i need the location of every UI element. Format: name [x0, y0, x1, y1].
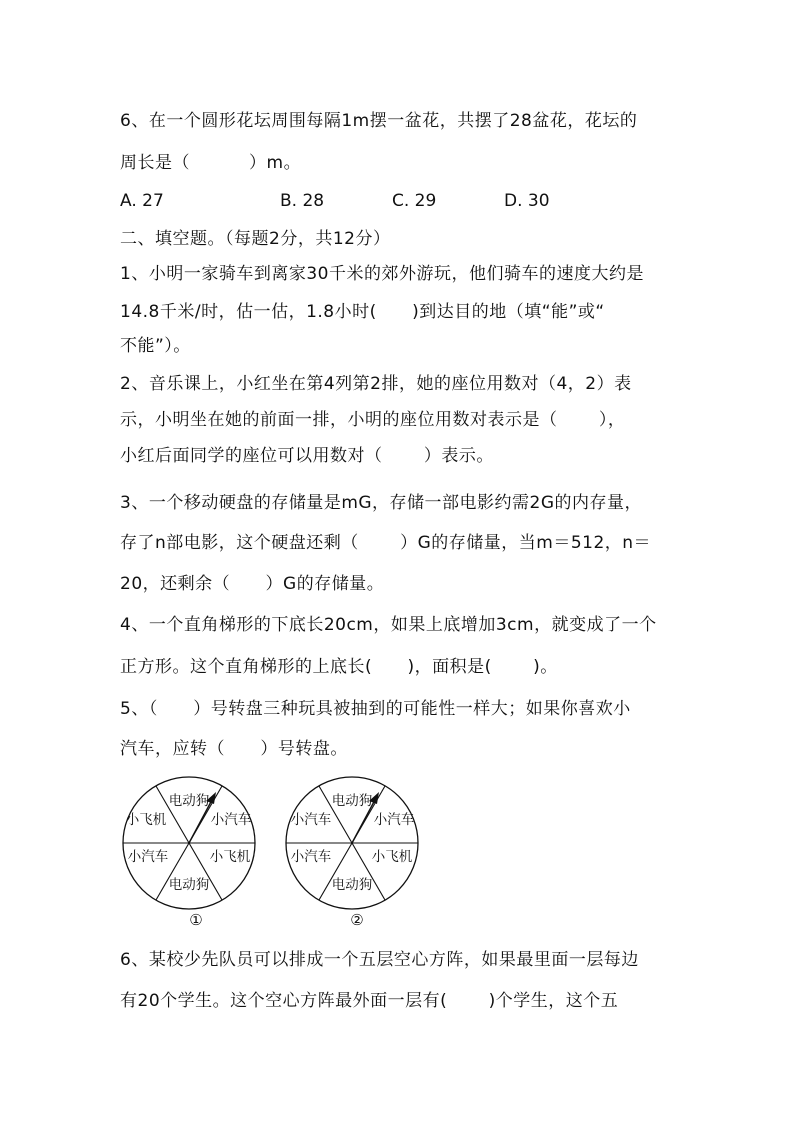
wheel2-number: ② — [350, 911, 364, 929]
fill-q2-line3: 小红后面同学的座位可以用数对（ ）表示。 — [120, 446, 494, 466]
fill-q3-line2: 存了n部电影，这个硬盘还剩（ ）G的存储量，当m＝512，n＝ — [120, 533, 652, 553]
wheel2-seg-upper-left: 小汽车 — [290, 812, 332, 828]
fill-q3-line3: 20，还剩余（ ）G的存储量。 — [120, 574, 385, 594]
option-d: D. 30 — [504, 191, 550, 211]
q6-choice-line2: 周长是（ ）m。 — [120, 153, 302, 173]
wheel2-seg-lower-left: 小汽车 — [290, 849, 332, 865]
option-a: A. 27 — [120, 191, 164, 211]
option-c: C. 29 — [392, 191, 437, 211]
wheel1-number: ① — [189, 911, 203, 929]
wheel1-seg-upper-right: 小汽车 — [210, 812, 252, 828]
option-b: B. 28 — [280, 191, 325, 211]
fill-q3-line1: 3、一个移动硬盘的存储量是mG，存储一部电影约需2G的内存量， — [120, 493, 643, 513]
wheel1-seg-bottom: 电动狗 — [168, 877, 210, 893]
wheel-2 — [286, 777, 418, 929]
wheel1-seg-lower-right: 小飞机 — [209, 849, 251, 865]
wheel1-seg-lower-left: 小汽车 — [127, 849, 169, 865]
fill-q2-line1: 2、音乐课上，小红坐在第4列第2排，她的座位用数对（4，2）表 — [120, 374, 632, 394]
fill-q5-line1: 5、（ ）号转盘三种玩具被抽到的可能性一样大；如果你喜欢小 — [120, 699, 631, 719]
wheel2-seg-upper-right: 小汽车 — [373, 812, 415, 828]
wheel2-seg-bottom: 电动狗 — [331, 877, 373, 893]
wheel1-seg-top: 电动狗 — [168, 793, 210, 809]
fill-q2-line2: 示，小明坐在她的前面一排，小明的座位用数对表示是（ ）， — [120, 410, 626, 430]
fill-q6-line1: 6、某校少先队员可以排成一个五层空心方阵，如果最里面一层每边 — [120, 950, 639, 970]
spinner-wheels — [0, 765, 794, 945]
fill-q5-line2: 汽车，应转（ ）号转盘。 — [120, 739, 348, 759]
wheel2-seg-top: 电动狗 — [331, 793, 373, 809]
fill-q1-line1: 1、小明一家骑车到离家30千米的郊外游玩，他们骑车的速度大约是 — [120, 264, 644, 284]
wheel2-seg-lower-right: 小飞机 — [371, 849, 413, 865]
fill-q1-line3: 不能”）。 — [120, 336, 191, 356]
wheel-1 — [123, 777, 255, 929]
fill-q4-line1: 4、一个直角梯形的下底长20cm，如果上底增加3cm，就变成了一个 — [120, 615, 657, 635]
wheel1-seg-upper-left: 小飞机 — [125, 812, 167, 828]
fill-q4-line2: 正方形。这个直角梯形的上底长( )，面积是( )。 — [120, 657, 558, 677]
fill-q6-line2: 有20个学生。这个空心方阵最外面一层有( )个学生，这个五 — [120, 991, 619, 1011]
section2-heading: 二、填空题。（每题2分，共12分） — [120, 229, 391, 249]
fill-q1-line2: 14.8千米/时，估一估，1.8小时( )到达目的地（填“能”或“ — [120, 302, 605, 322]
q6-choice-line1: 6、在一个圆形花坛周围每隔1m摆一盆花，共摆了28盆花，花坛的 — [120, 111, 638, 131]
